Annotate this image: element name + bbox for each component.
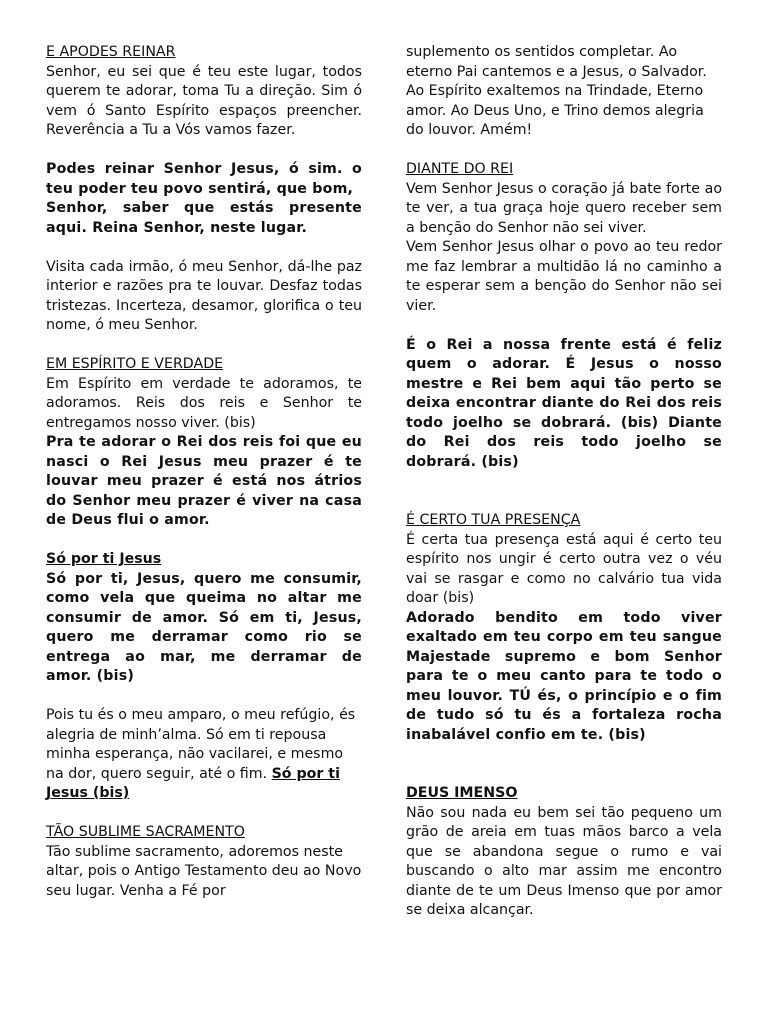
song-title: TÃO SUBLIME SACRAMENTO <box>46 824 245 840</box>
song-e-apodes-reinar <box>46 43 362 336</box>
song-chorus: Podes reinar Senhor Jesus, ó sim. o teu poder teu povo sentirá, que bom, <box>46 161 362 197</box>
left-column <box>46 43 362 921</box>
song-chorus: Só por ti, Jesus, quero me consumir, como vela que queima no altar me consumir de amor. Só em ti, Jesus, quero me derramar como rio se entrega ao mar, me derramar de amor. (bis) <box>46 570 362 684</box>
song-title: É CERTO TUA PRESENÇA <box>406 512 581 528</box>
song-title: DIANTE DO REI <box>406 161 514 177</box>
song-tao-sublime-sacramento-cont <box>406 43 722 141</box>
song-verse: Senhor, eu sei que é teu este lugar, todos querem te adorar, toma Tu a direção. Sim ó vem ó Santo Espírito espaços preencher. Reverência a Tu a Vós vamos fazer. <box>46 63 362 138</box>
song-verse-text: Pois tu és o meu amparo, o meu refúgio, és alegria de minh’alma. Só em ti repousa minha esperança, não vacilarei, e mesmo na dor, quero seguir, até o fim. <box>46 707 356 782</box>
song-verse: Vem Senhor Jesus o coração já bate forte ao te ver, a tua graça hoje quero receber sem a benção do Senhor não sei viver. <box>406 180 722 236</box>
song-diante-do-rei <box>406 160 722 472</box>
song-verse: Em Espírito em verdade te adoramos, te adoramos. Reis dos reis e Senhor te entregamos nosso viver. (bis) <box>46 375 362 431</box>
song-em-espirito-e-verdade <box>46 355 362 531</box>
song-verse: Vem Senhor Jesus olhar o povo ao teu redor me faz lembrar a multidão lá no caminho a te esperar sem a benção do Senhor não sei vier. <box>406 239 722 314</box>
song-verse: Não sou nada eu bem sei tão pequeno um grão de areia em tuas mãos barco a vela que se abandona segue o rumo e vai buscando o alto mar assim me encontro diante de te um Deus Imenso que por amor se deixa alcançar. <box>406 804 722 918</box>
song-e-certo-tua-presenca <box>406 511 722 745</box>
song-verse: Tão sublime sacramento, adoremos neste altar, pois o Antigo Testamento deu ao Novo seu lugar. Venha a Fé por <box>46 843 362 899</box>
song-verse: suplemento os sentidos completar. Ao eterno Pai cantemos e a Jesus, o Salvador. Ao Espírito exaltemos na Trindade, Eterno amor. Ao Deus Uno, e Trino demos alegria do louvor. Amém! <box>406 44 707 138</box>
song-verse: É certa tua presença está aqui é certo teu espírito nos ungir é certo outra vez o véu vai se rasgar e como no calvário tua vida doar (bis) <box>406 531 722 606</box>
song-verse: Visita cada irmão, ó meu Senhor, dá-lhe paz interior e razões pra te louvar. Desfaz todas tristezas. Incerteza, desamor, glorifica o teu nome, ó meu Senhor. <box>46 258 362 333</box>
song-tao-sublime-sacramento <box>46 823 362 901</box>
song-chorus: Adorado bendito em todo viver exaltado em teu corpo em teu sangue Majestade supremo e bom Senhor para te o meu canto para te todo o meu louvor. TÚ és, o princípio e o fim de tudo só tu és a fortaleza rocha inabalável confio em te. (bis) <box>406 609 722 743</box>
song-deus-imenso <box>406 784 722 921</box>
song-chorus: Senhor, saber que estás presente aqui. Reina Senhor, neste lugar. <box>46 200 362 236</box>
song-title: DEUS IMENSO <box>406 785 518 801</box>
song-title: E APODES REINAR <box>46 44 176 60</box>
song-title: EM ESPÍRITO E VERDADE <box>46 356 224 372</box>
song-title: Só por ti Jesus <box>46 551 162 567</box>
song-verse-end: Só por ti Jesus (bis) <box>46 765 340 801</box>
song-so-por-ti-jesus <box>46 550 362 804</box>
song-chorus: Pra te adorar o Rei dos reis foi que eu nasci o Rei Jesus meu prazer é te louvar meu prazer é está nos átrios do Senhor meu prazer é viver na casa de Deus flui o amor. <box>46 434 362 528</box>
song-chorus: É o Rei a nossa frente está é feliz quem o adorar. É Jesus o nosso mestre e Rei bem aqui tão perto se deixa encontrar diante do Rei dos reis todo joelho se dobrará. (bis) Diante do Rei dos reis todo joelho se dobrará. (bis) <box>406 336 722 470</box>
right-column <box>406 43 722 940</box>
song-verse <box>46 706 362 804</box>
